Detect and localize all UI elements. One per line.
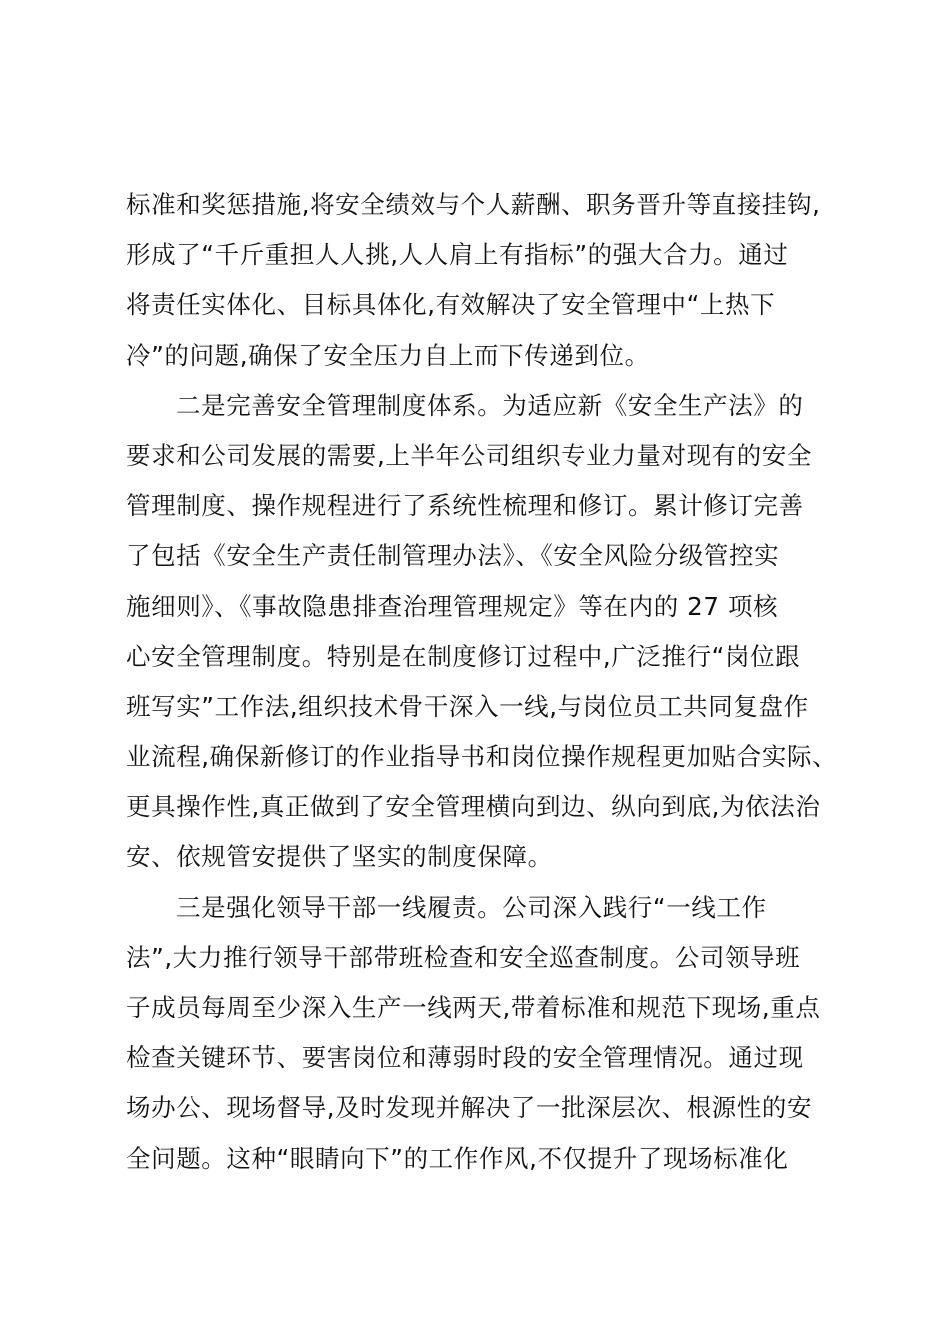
text-line: 全问题。这种“眼睛向下”的工作作风,不仅提升了现场标准化 [126,1143,789,1173]
text-line: 形成了“千斤重担人人挑,人人肩上有指标”的强大合力。通过 [126,240,789,270]
text-line: 心安全管理制度。特别是在制度修订过程中,广泛推行“岗位跟 [126,641,801,671]
text-line: 了包括《安全生产责任制管理办法》、《安全风险分级管控实 [126,541,780,571]
text-line: 业流程,确保新修订的作业指导书和岗位操作规程更加贴合实际、 [126,742,838,772]
text-line: 安、依规管安提供了坚实的制度保障。 [126,842,553,872]
paragraph-1-continued [126,180,834,381]
text-line: 子成员每周至少深入生产一线两天,带着标准和规范下现场,重点 [126,993,821,1022]
text-line: 管理制度、操作规程进行了系统性梳理和修订。累计修订完善 [126,491,804,521]
text-line: 标准和奖惩措施,将安全绩效与个人薪酬、职务晋升等直接挂钩, [126,190,821,219]
text-line: 冷”的问题,确保了安全压力自上而下传递到位。 [126,340,650,370]
text-line: 班写实”工作法,组织技术骨干深入一线,与岗位员工共同复盘作 [126,691,809,721]
text-line: 将责任实体化、目标具体化,有效解决了安全管理中“上热下 [126,290,776,320]
text-line: 施细则》、《事故隐患排查治理管理规定》等在内的 27 项核 [126,591,779,621]
text-line: 检查关键环节、要害岗位和薄弱时段的安全管理情况。通过现 [126,1043,804,1073]
text-line: 更具操作性,真正做到了安全管理横向到边、纵向到底,为依法治 [126,792,821,822]
document-body [126,180,838,1184]
text-line: 要求和公司发展的需要,上半年公司组织专业力量对现有的安全 [126,440,813,470]
paragraph-2 [126,381,838,883]
text-line: 三是强化领导干部一线履责。公司深入践行“一线工作 [176,892,767,922]
text-line: 法”,大力推行领导干部带班检查和安全巡查制度。公司领导班 [126,942,801,972]
text-line: 二是完善安全管理制度体系。为适应新《安全生产法》的 [176,390,804,420]
text-line: 场办公、现场督导,及时发现并解决了一批深层次、根源性的安 [126,1093,813,1123]
paragraph-3 [126,883,834,1184]
